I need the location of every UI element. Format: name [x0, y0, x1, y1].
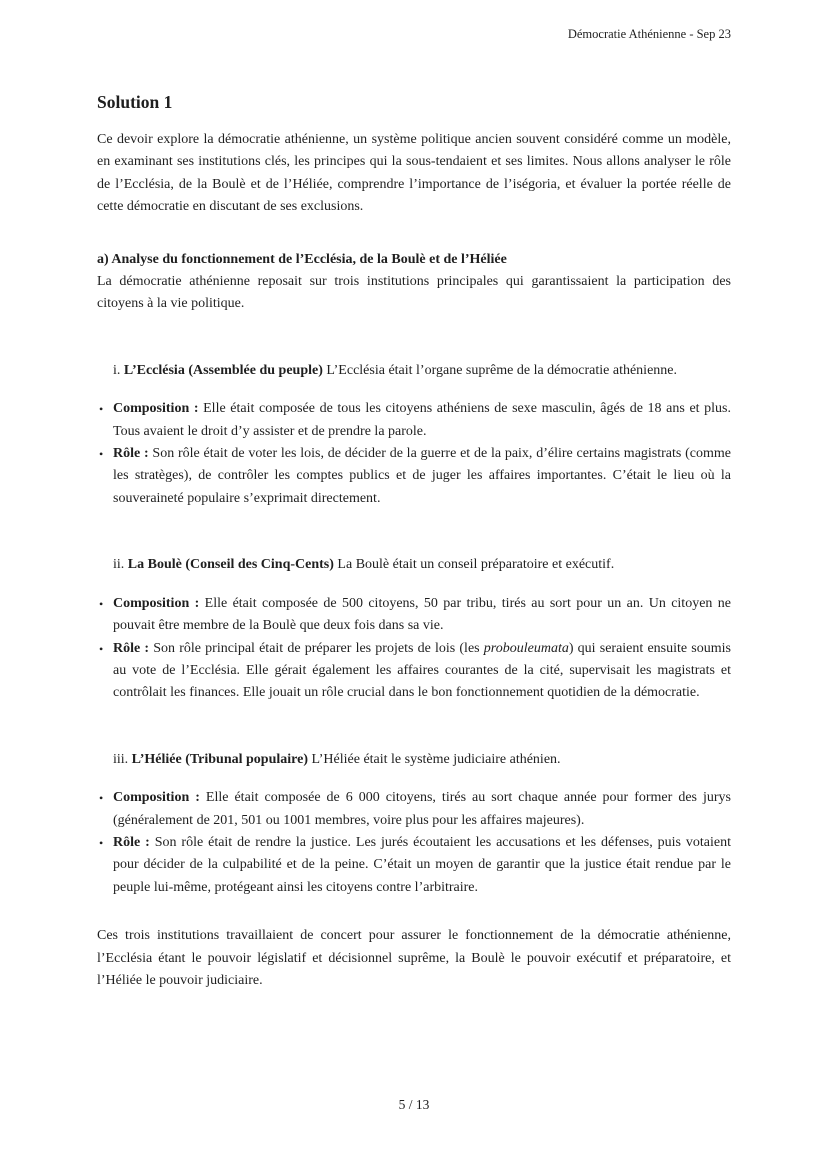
institution-definition — [97, 554, 731, 576]
bullet-label: Composition : — [113, 790, 200, 806]
section-a-lead: La démocratie athénienne reposait sur trois institutions principales qui garantissaient la participation des citoyens à la vie politique. — [97, 274, 731, 312]
item-numeral: iii. — [113, 751, 132, 767]
page-footer — [0, 1096, 828, 1114]
bullet-text: Son rôle était de voter les lois, de décider de la guerre et de la paix, d’élire certains magistrats (comme les stratèges), de contrôler les comptes publics et de juger les affaires importantes. C’était le lieu où la souveraineté populaire s’exprimait directement. — [113, 446, 731, 506]
bullet-item — [97, 443, 731, 510]
institution-name: L’Héliée (Tribunal populaire) — [131, 751, 308, 767]
institution-description: L’Ecclésia était l’organe suprême de la démocratie athénienne. — [322, 362, 677, 378]
bullet-label: Composition : — [113, 401, 199, 417]
bullet-text: Elle était composée de tous les citoyens athéniens de sexe masculin, âgés de 18 ans et plus. Tous avaient le droit d’y assister et de prendre la parole. — [113, 401, 731, 439]
bullet-item — [97, 787, 731, 832]
bullet-item — [97, 832, 731, 899]
institution-definition — [97, 749, 731, 771]
institution-name: L’Ecclésia (Assemblée du peuple) — [123, 362, 323, 378]
bullet-text: Son rôle était de rendre la justice. Les jurés écoutaient les accusations et les défenses, puis votaient pour décider de la culpabilité et de la peine. C’était un moyen de garantir que la justice était rendue par le peuple lui-même, protégeant ainsi les citoyens contre l’arbitraire. — [113, 834, 731, 895]
bullet-text: Elle était composée de 500 citoyens, 50 par tribu, tirés au sort pour un an. Un citoyen ne pouvait être membre de la Boulè que deux fois dans sa vie. — [113, 595, 731, 634]
intro-paragraph: Ce devoir explore la démocratie athénienne, un système politique ancien souvent considéré comme un modèle, en examinant ses institutions clés, les principes qui la sous-tendaient et ses limites. Nous allons analyser le rôle de l’Ecclésia, de la Boulè et de l’Héliée, comprendre l’importance de l’iségoria, et évaluer la portée réelle de cette démocratie en discutant de ses exclusions. — [97, 132, 731, 215]
header-running-title: Démocratie Athénienne - Sep 23 — [567, 27, 731, 41]
italic-term: probouleumata — [483, 640, 569, 656]
item-numeral: ii. — [113, 557, 128, 573]
page-header — [97, 26, 731, 42]
institution-definition — [97, 360, 731, 382]
solution-title: Solution 1 — [97, 92, 173, 112]
item-numeral: i. — [113, 362, 124, 378]
institution-bullet-list — [97, 593, 731, 705]
institution-bullet-list — [97, 787, 731, 899]
bullet-label: Composition : — [113, 595, 200, 611]
section-a-heading: a) Analyse du fonctionnement de l’Ecclésia, de la Boulè et de l’Héliée — [97, 251, 507, 267]
bullet-item — [97, 398, 731, 443]
bullet-item — [97, 593, 731, 638]
page-number: 5 / 13 — [398, 1097, 430, 1112]
bullet-text: Elle était composée de 6 000 citoyens, tirés au sort chaque année pour former des jurys (généralement de 201, 501 ou 1001 membres, voire plus pour les affaires majeures). — [113, 790, 731, 828]
bullet-label: Rôle : — [113, 834, 150, 850]
bullet-text: Son rôle principal était de préparer les projets de lois (les — [149, 640, 484, 656]
institution-bullet-list — [97, 398, 731, 510]
bullet-label: Rôle : — [113, 640, 150, 656]
institutions-list — [97, 360, 731, 899]
conclusion-paragraph: Ces trois institutions travaillaient de concert pour assurer le fonctionnement de la démocratie athénienne, l’Ecclésia étant le pouvoir législatif et décisionnel suprême, la Boulè le pouvoir exécutif et préparatoire, et l’Héliée le pouvoir judiciaire. — [97, 928, 731, 988]
bullet-item — [97, 638, 731, 705]
institution-name: La Boulè (Conseil des Cinq-Cents) — [127, 557, 334, 573]
bullet-text: ) qui seraient ensuite soumis au vote de l’Ecclésia. Elle gérait également les affaires courantes de la cité, supervisait les magistrats et contrôlait les finances. Elle jouait un rôle crucial dans le bon fonctionnement quotidien de la démocratie. — [113, 640, 731, 701]
bullet-label: Rôle : — [113, 446, 149, 462]
institution-description: L’Héliée était le système judiciaire athénien. — [307, 751, 561, 767]
institution-description: La Boulè était un conseil préparatoire et exécutif. — [333, 557, 615, 573]
